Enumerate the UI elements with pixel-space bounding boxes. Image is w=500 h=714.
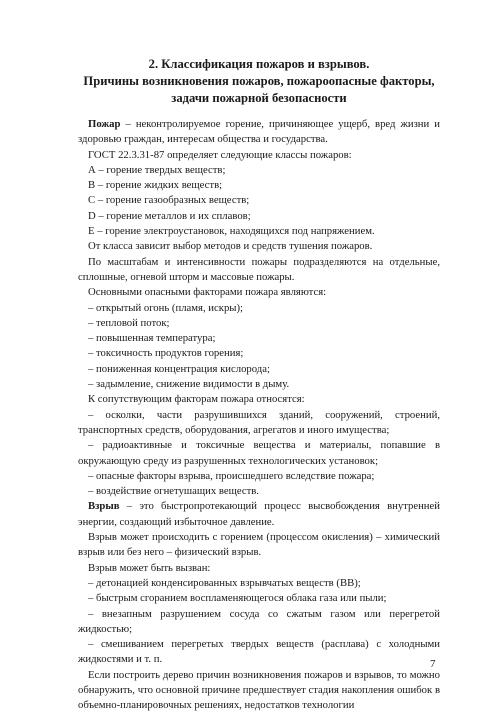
explosion-term: Взрыв — [88, 500, 120, 513]
hazard-item: – пониженная концентрация кислорода; — [88, 362, 270, 375]
title-line-2: Причины возникновения пожаров, пожароопасные факторы, — [83, 74, 435, 88]
hazard-item: – тепловой поток; — [88, 316, 170, 329]
closing-paragraph: Если построить дерево причин возникновения пожаров и взрывов, то можно обнаружить, что основной причине предшествует стадия накопления ошибок в объемно-планировочных решениях, недостатков технологии — [78, 668, 440, 712]
hazard-item: – открытый огонь (пламя, искры); — [88, 301, 244, 314]
section-title — [78, 56, 440, 107]
fire-definition — [78, 117, 440, 148]
fire-class-a: А – горение твердых веществ; — [88, 163, 226, 176]
cause-item: – внезапным разрушением сосуда со сжатым газом или перегретой жидкостью; — [78, 607, 440, 635]
fire-class-b: В – горение жидких веществ; — [88, 179, 223, 192]
fire-definition-text: – неконтролируемое горение, причиняющее ущерб, вред жизни и здоровью граждан, интересам общества и государства. — [78, 118, 440, 146]
accompanying-intro: К сопутствующим факторам пожара относятся: — [88, 393, 305, 406]
accompanying-item: – радиоактивные и токсичные вещества и материалы, попавшие в окружающую среду из разрушенных технологических установок; — [78, 439, 440, 467]
causes-intro: Взрыв может быть вызван: — [88, 561, 211, 574]
explosion-definition — [78, 499, 440, 530]
body-text — [78, 117, 440, 714]
fire-class-c: С – горение газообразных веществ; — [88, 194, 250, 207]
scale-paragraph: По масштабам и интенсивности пожары подразделяются на отдельные, сплошные, огневой шторм и массовые пожары. — [78, 255, 440, 283]
accompanying-item: – опасные факторы взрыва, происшедшего вследствие пожара; — [88, 469, 375, 482]
fire-class-d: D – горение металлов и их сплавов; — [88, 209, 251, 222]
title-line-1: 2. Классификация пожаров и взрывов. — [148, 57, 370, 71]
cause-item: – быстрым сгоранием воспламеняющегося облака газа или пыли; — [88, 592, 387, 605]
cause-item: – смешиванием перегретых твердых веществ (расплава) с холодными жидкостями и т. п. — [78, 638, 440, 666]
hazards-intro: Основными опасными факторами пожара являются: — [88, 286, 327, 299]
explosion-definition-text: – это быстропротекающий процесс высвобождения внутренней энергии, создающий избыточное давление. — [78, 500, 440, 528]
class-note: От класса зависит выбор методов и средств тушения пожаров. — [88, 240, 373, 253]
hazard-item: – задымление, снижение видимости в дыму. — [88, 378, 290, 391]
accompanying-item: – воздействие огнетушащих веществ. — [88, 485, 259, 498]
accompanying-item: – осколки, части разрушившихся зданий, сооружений, строений, транспортных средств, оборудования, агрегатов и иного имущества; — [78, 408, 440, 436]
page-number: 7 — [430, 658, 436, 670]
fire-term: Пожар — [88, 118, 121, 130]
fire-class-e: Е – горение электроустановок, находящихся под напряжением. — [88, 225, 375, 238]
gost-paragraph: ГОСТ 22.3.31-87 определяет следующие классы пожаров: — [88, 148, 352, 161]
cause-item: – детонацией конденсированных взрывчатых веществ (ВВ); — [88, 576, 361, 589]
explosion-types: Взрыв может происходить с горением (процессом окисления) – химический взрыв или без него – физический взрыв. — [78, 531, 440, 559]
page-content — [78, 56, 440, 714]
hazard-item: – повышенная температура; — [88, 332, 216, 345]
hazard-item: – токсичность продуктов горения; — [88, 347, 244, 360]
title-line-3: задачи пожарной безопасности — [171, 91, 347, 105]
